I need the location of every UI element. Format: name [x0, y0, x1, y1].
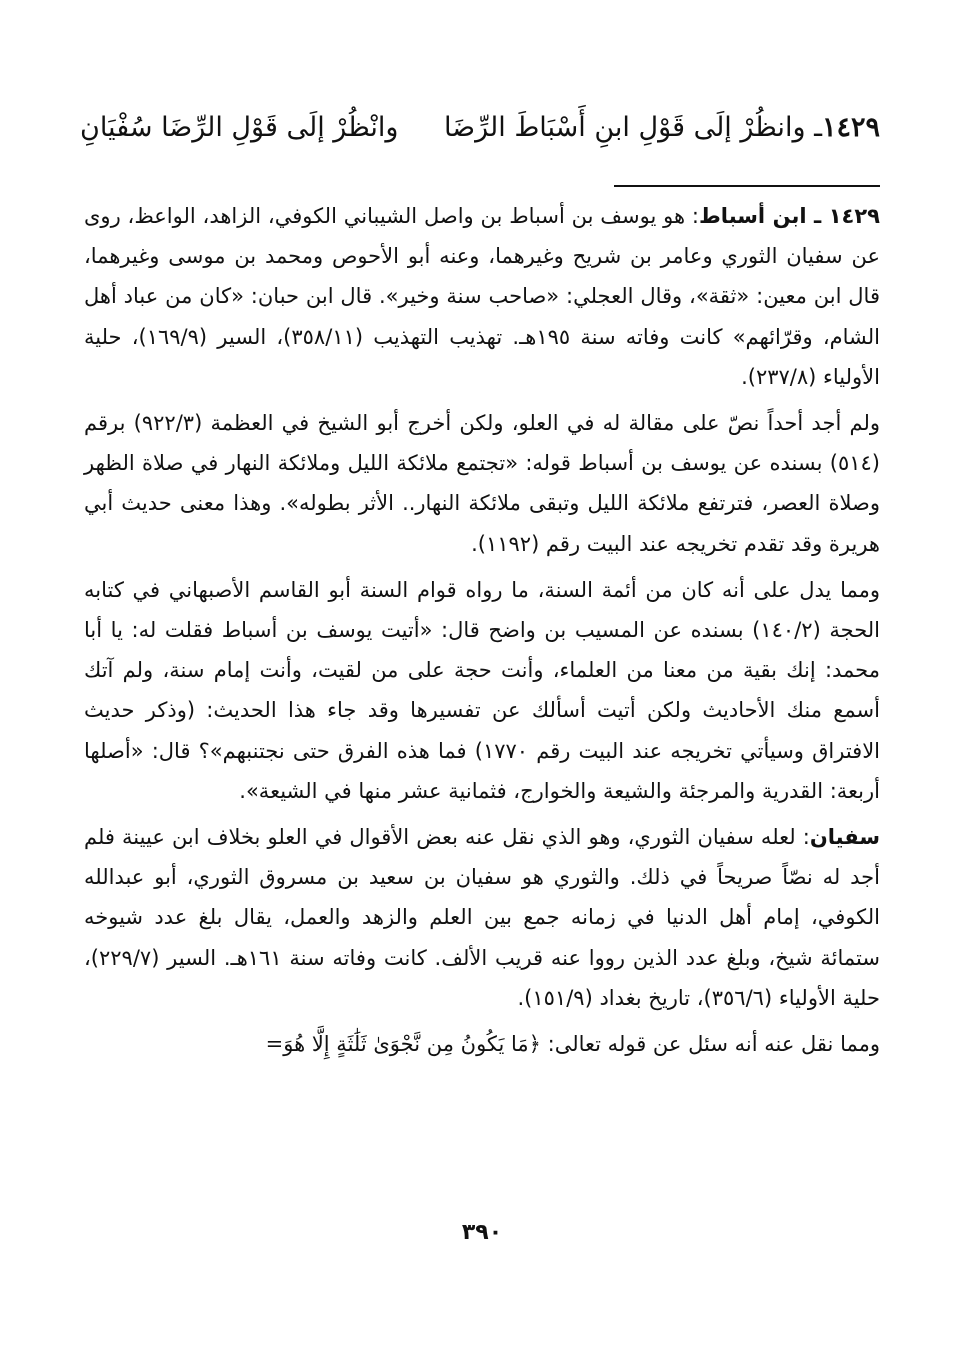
entry-heading: ١٤٢٩ ـ ابن أسباط	[699, 204, 880, 228]
paragraph-text: : هو يوسف بن أسباط بن واصل الشيباني الكوفي، الزاهد، الواعظ، روى عن سفيان الثوري وعامر بن شريح وغيرهما، وعنه أبو الأحوص ومحمد بن موسى وغيرهما، قال ابن معين: «ثقة»، وقال العجلي: «صاحب سنة وخير». قال ابن حبان: «كان من عباد أهل الشام، وقرّائهم» كانت وفاته سنة ١٩٥هـ. تهذيب التهذيب (٣٥٨/١١)، السير (١٦٩/٩)، حلية الأولياء (٢٣٧/٨).	[84, 204, 880, 389]
quran-verse: ﴿مَا يَكُونُ مِن نَّجْوَىٰ ثَلَٰثَةٍ إِلَّا هُوَ=	[265, 1032, 541, 1057]
verse-number: ١٤٢٩	[821, 112, 880, 143]
paragraph-text: ومما نقل عنه أنه سئل عن قوله تعالى:	[540, 1032, 880, 1057]
header-verse	[80, 108, 880, 148]
page-number: ٣٩٠	[461, 1220, 503, 1245]
paragraph-quran	[84, 1024, 880, 1064]
paragraph-sunnah: ومما يدل على أنه كان من أئمة السنة، ما رواه قوام السنة أبو القاسم الأصبهاني في كتابه الحجة (١٤٠/٢) بسنده عن المسيب بن واضح قال: «أتيت يوسف بن أسباط فقلت له: يا أبا محمد: إنك بقية من معنا من العلماء، وأنت حجة على من لقيت، وأنت إمام سنة، ولم آتك أسمع منك الأحاديث ولكن أتيت أسألك عن تفسيرها وقد جاء هذا الحديث: (وذكر حديث الافتراق وسيأتي تخريجه عند البيت رقم ١٧٧٠) فما هذه الفرق حتى نجتنبهم»؟ قال: «أصلها أربعة: القدرية والمرجئة والشيعة والخوارج، فثمانية عشر منها في الشيعة».	[84, 577, 880, 803]
verse-first-half	[444, 108, 880, 148]
paragraph-text: : لعله سفيان الثوري، وهو الذي نقل عنه بعض الأقوال في العلو بخلاف ابن عيينة فلم أجد له نصّاً صريحاً في ذلك. والثوري هو سفيان بن سعيد بن مسروق الثوري، أبو عبدالله الكوفي، إمام أهل الدنيا في زمانه جمع بين العلم والزهد والعمل، يقال بلغ عدد شيوخه ستمائة شيخ، وبلغ عدد الذين رووا عنه قريب الألف. كانت وفاته سنة ١٦١هـ. السير (٢٢٩/٧)، حلية الأولياء (٣٥٦/٦)، تاريخ بغداد (١٥١/٩).	[84, 825, 880, 1010]
entry-heading-sufyan: سفيان	[809, 825, 880, 850]
commentary	[84, 196, 880, 1064]
separator-rule	[614, 185, 880, 187]
paragraph-uluw: ولم أجد أحداً نصّ على مقالة له في العلو، ولكن أخرج أبو الشيخ في العظمة (٩٢٢/٣) برقم (٥١٤) بسنده عن يوسف بن أسباط قوله: «تجتمع ملائكة الليل وملائكة النهار في صلاة الظهر وصلاة العصر، فترتفع ملائكة الليل وتبقى ملائكة النهار.. الأثر بطوله». وهذا معنى حديث أبي هريرة وقد تقدم تخريجه عند البيت رقم (١١٩٢).	[84, 411, 880, 556]
verse-hemistich-2: وانْظُرْ إلَى قَوْلِ الرِّضَا سُفْيَانِ	[80, 112, 399, 143]
paragraph-ibn-asbat	[84, 196, 880, 397]
paragraph-sufyan	[84, 817, 880, 1018]
verse-hemistich-1: ـ وانظُرْ إلَى قَوْلِ ابنِ أَسْبَاطَ الرِّضَا	[443, 112, 822, 143]
